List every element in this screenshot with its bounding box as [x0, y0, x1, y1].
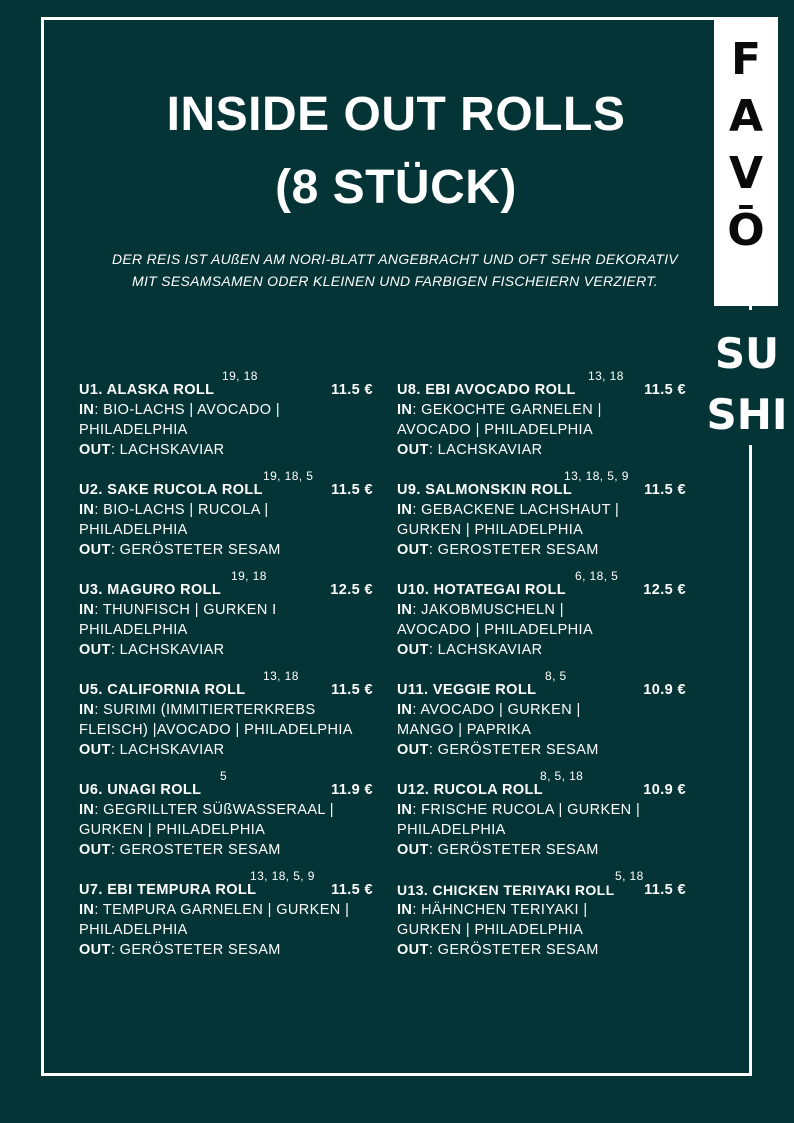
brand-letter: F — [730, 34, 762, 85]
item-in-line-cont: AVOCADO | PHILADELPHIA — [397, 622, 594, 638]
out-label: OUT — [397, 442, 429, 458]
in-label: IN — [79, 702, 95, 718]
menu-description — [60, 248, 730, 292]
item-price: 12.5 € — [330, 582, 373, 598]
item-name: U5. CALIFORNIA ROLL — [79, 682, 246, 698]
item-out-line: OUT: GERÖSTETER SESAM — [79, 942, 281, 958]
item-in-line: IN: JAKOBMUSCHELN | — [397, 602, 564, 618]
out-label: OUT — [397, 542, 429, 558]
out-label: OUT — [79, 742, 111, 758]
item-name: U7. EBI TEMPURA ROLL — [79, 882, 257, 898]
out-label: OUT — [79, 542, 111, 558]
menu-item — [79, 469, 379, 560]
item-in-line: IN: GEGRILLTER SÜßWASSERAAL | — [79, 802, 334, 818]
out-label: OUT — [79, 642, 111, 658]
item-in-line: IN: BIO-LACHS | AVOCADO | — [79, 402, 280, 418]
item-in-line: IN: AVOCADO | GURKEN | — [397, 702, 581, 718]
in-label: IN — [397, 702, 413, 718]
item-in-line-cont: GURKEN | PHILADELPHIA — [397, 922, 584, 938]
item-price: 10.9 € — [643, 682, 686, 698]
item-in-line: IN: THUNFISCH | GURKEN I — [79, 602, 277, 618]
item-name: U10. HOTATEGAI ROLL — [397, 582, 566, 598]
item-allergens: 19, 18 — [222, 369, 258, 383]
item-in-line: IN: BIO-LACHS | RUCOLA | — [79, 502, 269, 518]
menu-item — [397, 769, 697, 860]
item-out-line: OUT: LACHSKAVIAR — [397, 442, 543, 458]
item-in-line-cont: GURKEN | PHILADELPHIA — [79, 822, 266, 838]
item-in-line-cont: GURKEN | PHILADELPHIA — [397, 522, 584, 538]
in-label: IN — [397, 902, 413, 918]
item-in-line-cont: PHILADELPHIA — [397, 822, 506, 838]
in-label: IN — [79, 502, 95, 518]
item-name: U11. VEGGIE ROLL — [397, 682, 537, 698]
in-label: IN — [397, 802, 413, 818]
item-out-line: OUT: GERÖSTETER SESAM — [397, 942, 599, 958]
item-out-line: OUT: GERÖSTETER SESAM — [79, 542, 281, 558]
item-allergens: 8, 5 — [545, 669, 567, 683]
in-label: IN — [397, 602, 413, 618]
item-in-line: IN: GEBACKENE LACHSHAUT | — [397, 502, 620, 518]
item-in-line-cont: AVOCADO | PHILADELPHIA — [397, 422, 594, 438]
item-allergens: 5, 18 — [615, 869, 644, 883]
item-out-line: OUT: LACHSKAVIAR — [79, 442, 225, 458]
menu-item — [79, 569, 379, 660]
item-in-line-cont: MANGO | PAPRIKA — [397, 722, 532, 738]
in-label: IN — [79, 402, 95, 418]
brand-letter: Ō — [727, 205, 765, 256]
out-label: OUT — [397, 942, 429, 958]
item-name: U8. EBI AVOCADO ROLL — [397, 382, 576, 398]
item-name: U1. ALASKA ROLL — [79, 382, 215, 398]
item-price: 11.5 € — [644, 882, 686, 898]
menu-item — [397, 369, 697, 460]
menu-item — [397, 569, 697, 660]
brand-letter: A — [728, 91, 764, 142]
menu-item — [79, 769, 379, 860]
in-label: IN — [79, 902, 95, 918]
item-out-line: OUT: GERÖSTETER SESAM — [397, 842, 599, 858]
brand-letter: V — [728, 148, 764, 199]
item-allergens: 6, 18, 5 — [575, 569, 619, 583]
out-label: OUT — [79, 942, 111, 958]
item-name: U2. SAKE RUCOLA ROLL — [79, 482, 263, 498]
item-out-line: OUT: GERÖSTETER SESAM — [397, 742, 599, 758]
page-title-line2: (8 STÜCK) — [275, 161, 517, 214]
item-out-line: OUT: LACHSKAVIAR — [79, 642, 225, 658]
brand-sub-line1: SU — [714, 329, 780, 378]
item-name: U13. CHICKEN TERIYAKI ROLL — [397, 882, 615, 898]
item-allergens: 19, 18, 5 — [263, 469, 314, 483]
item-allergens: 13, 18 — [588, 369, 624, 383]
in-label: IN — [397, 402, 413, 418]
description-line1: DER REIS IST AUßEN AM NORI-BLATT ANGEBRACHT UND OFT SEHR DEKORATIV — [111, 251, 679, 267]
item-in-line-cont: PHILADELPHIA — [79, 622, 188, 638]
in-label: IN — [397, 502, 413, 518]
item-in-line-cont: FLEISCH) |AVOCADO | PHILADELPHIA — [79, 722, 353, 738]
item-price: 11.5 € — [644, 382, 686, 398]
out-label: OUT — [397, 642, 429, 658]
out-label: OUT — [397, 742, 429, 758]
item-price: 10.9 € — [643, 782, 686, 798]
out-label: OUT — [79, 842, 111, 858]
menu-item — [397, 469, 697, 560]
item-allergens: 19, 18 — [231, 569, 267, 583]
item-out-line: OUT: LACHSKAVIAR — [79, 742, 225, 758]
item-allergens: 5 — [220, 769, 228, 783]
menu-item — [397, 669, 697, 760]
out-label: OUT — [397, 842, 429, 858]
item-allergens: 13, 18, 5, 9 — [250, 869, 315, 883]
item-out-line: OUT: GEROSTETER SESAM — [79, 842, 281, 858]
brand-sub-line2: SHI — [706, 390, 788, 439]
menu-item — [79, 869, 379, 960]
item-name: U3. MAGURO ROLL — [79, 582, 222, 598]
item-price: 11.5 € — [644, 482, 686, 498]
item-price: 11.5 € — [331, 882, 373, 898]
item-price: 11.5 € — [331, 482, 373, 498]
item-in-line: IN: GEKOCHTE GARNELEN | — [397, 402, 602, 418]
item-name: U6. UNAGI ROLL — [79, 782, 202, 798]
item-out-line: OUT: GEROSTETER SESAM — [397, 542, 599, 558]
item-in-line: IN: FRISCHE RUCOLA | GURKEN | — [397, 802, 641, 818]
item-name: U9. SALMONSKIN ROLL — [397, 482, 573, 498]
description-line2: MIT SESAMSAMEN ODER KLEINEN UND FARBIGEN FISCHEIERN VERZIERT. — [131, 273, 658, 289]
out-label: OUT — [79, 442, 111, 458]
page-title-line1: INSIDE OUT ROLLS — [166, 88, 626, 141]
item-allergens: 8, 5, 18 — [540, 769, 584, 783]
item-name: U12. RUCOLA ROLL — [397, 782, 544, 798]
menu-item — [79, 669, 379, 760]
item-in-line: IN: HÄHNCHEN TERIYAKI | — [397, 902, 588, 918]
item-price: 11.9 € — [331, 782, 373, 798]
item-allergens: 13, 18 — [263, 669, 299, 683]
item-out-line: OUT: LACHSKAVIAR — [397, 642, 543, 658]
item-price: 11.5 € — [331, 682, 373, 698]
item-in-line: IN: TEMPURA GARNELEN | GURKEN | — [79, 902, 350, 918]
item-in-line-cont: PHILADELPHIA — [79, 422, 188, 438]
item-allergens: 13, 18, 5, 9 — [564, 469, 629, 483]
in-label: IN — [79, 602, 95, 618]
item-in-line-cont: PHILADELPHIA — [79, 922, 188, 938]
menu-item — [397, 869, 697, 960]
in-label: IN — [79, 802, 95, 818]
menu-item — [79, 369, 379, 460]
item-price: 11.5 € — [331, 382, 373, 398]
item-in-line: IN: SURIMI (IMMITIERTERKREBS — [79, 702, 316, 718]
item-price: 12.5 € — [643, 582, 686, 598]
item-in-line-cont: PHILADELPHIA — [79, 522, 188, 538]
